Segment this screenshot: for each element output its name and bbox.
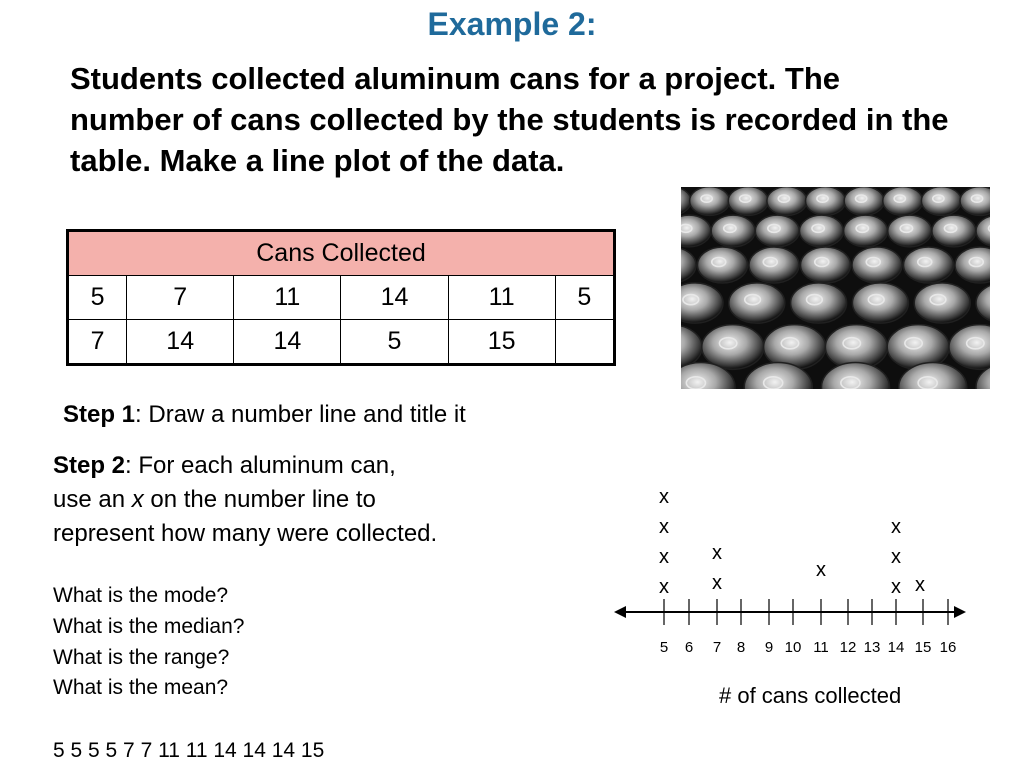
question-mode: What is the mode? (53, 584, 229, 607)
data-point-x: x (915, 574, 925, 596)
can-top (702, 325, 764, 370)
arrow-left-icon (614, 606, 626, 618)
question-range: What is the range? (53, 646, 230, 669)
can-top (729, 283, 785, 323)
table-cell: 11 (448, 276, 555, 320)
table-cell: 7 (127, 276, 234, 320)
step-1 (63, 401, 466, 429)
step-2-label: Step 2 (53, 452, 126, 479)
can-top (852, 283, 908, 323)
table-cell: 5 (341, 320, 448, 365)
can-top (914, 283, 970, 323)
step-2-text: on the number line to (143, 486, 376, 513)
question-mean: What is the mean? (53, 676, 229, 699)
data-point-x: x (712, 542, 722, 564)
question-median: What is the median? (53, 615, 245, 638)
data-point-x: x (659, 546, 669, 568)
step-1-label: Step 1 (63, 401, 136, 428)
step-2-x-marker: x (131, 486, 144, 513)
tick-label: 6 (684, 639, 694, 656)
sorted-values: 5 5 5 5 7 7 11 11 14 14 14 15 (53, 739, 325, 762)
tick-label: 14 (887, 639, 905, 656)
step-2-text: use an (53, 486, 132, 513)
data-point-x: x (891, 516, 901, 538)
arrow-right-icon (954, 606, 966, 618)
tick-label: 9 (764, 639, 774, 656)
table-cell: 11 (234, 276, 341, 320)
data-point-x: x (891, 576, 901, 598)
tick-label: 15 (914, 639, 932, 656)
tick-label: 12 (839, 639, 857, 656)
tick-label: 7 (712, 639, 722, 656)
axis-label: # of cans collected (719, 683, 902, 708)
aluminum-cans-photo (681, 187, 990, 389)
table-cell: 5 (555, 276, 614, 320)
tick-label: 16 (939, 639, 957, 656)
data-point-x: x (712, 572, 722, 594)
data-point-x: x (659, 486, 669, 508)
table-cell (555, 320, 614, 365)
table-row (68, 276, 615, 320)
table-cell: 14 (234, 320, 341, 365)
tick-label: 13 (863, 639, 881, 656)
data-point-x: x (659, 516, 669, 538)
tick-label: 11 (813, 639, 829, 656)
slide-title: Example 2: (427, 6, 597, 42)
tick-label: 10 (784, 639, 802, 656)
cans-collected-table (66, 229, 616, 366)
data-point-x: x (659, 576, 669, 598)
tick-label: 5 (659, 639, 669, 656)
data-point-x: x (891, 546, 901, 568)
tick-label: 8 (736, 639, 746, 656)
table-cell: 5 (68, 276, 127, 320)
step-1-text: : Draw a number line and title it (135, 401, 466, 428)
step-2-text: represent how many were collected. (53, 520, 438, 547)
problem-statement: Students collected aluminum cans for a project. The number of cans collected by the students is recorded in the table. Make a line plot of the data. (70, 61, 949, 178)
step-2-text: : For each aluminum can, (125, 452, 396, 479)
table-cell: 14 (341, 276, 448, 320)
data-point-x: x (816, 559, 826, 581)
line-plot (610, 480, 970, 665)
can-top (791, 283, 847, 323)
step-2 (53, 449, 613, 551)
table-cell: 7 (68, 320, 127, 365)
table-cell: 15 (448, 320, 555, 365)
table-row (68, 320, 615, 365)
table-cell: 14 (127, 320, 234, 365)
table-header: Cans Collected (68, 231, 615, 276)
